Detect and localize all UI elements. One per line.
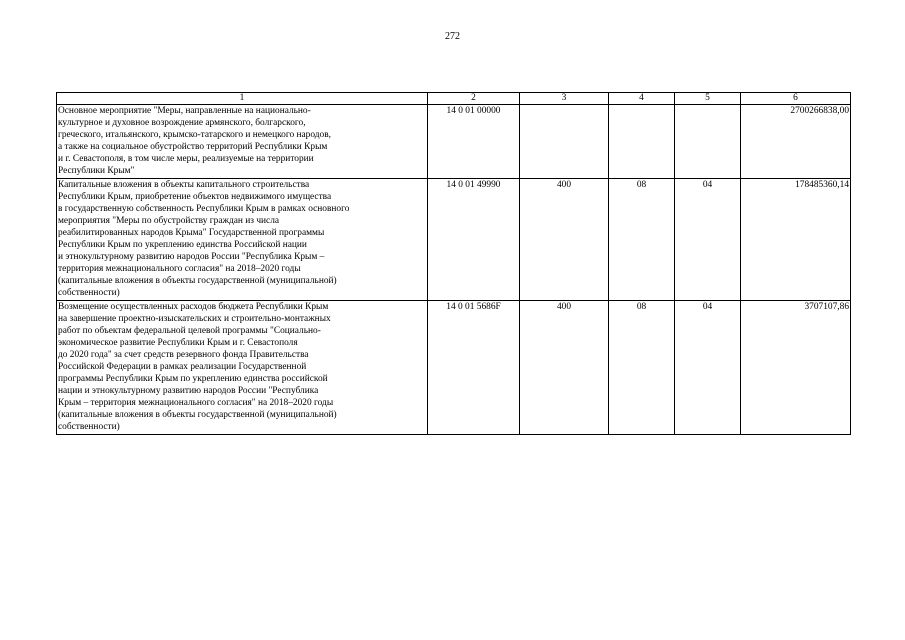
- table-header: [57, 93, 851, 105]
- header-col-1: 1: [57, 93, 428, 105]
- row-code: 14 0 01 49990: [428, 178, 520, 300]
- row-col-5: 04: [675, 300, 741, 434]
- row-name: Возмещение осуществленных расходов бюджета Республики Крым на завершение проектно-изыскательских и строительно-монтажных работ по объектам федеральной целевой программы "Социально- экономическое развитие Республики Крым и г. Севастополя до 2020 года" за счет средств резервного фонда Правительства Российской Федерации в рамках реализации Государственной программы Республики Крым по укреплению единства российской нации и этнокультурному развитию народов России "Республика Крым – территория межнационального согласия" на 2018–2020 годы (капитальные вложения в объекты государственной (муниципальной) собственности): [57, 300, 428, 434]
- row-col-3: 400: [520, 300, 609, 434]
- table-row: [57, 105, 851, 179]
- row-col-4: 08: [609, 178, 675, 300]
- row-amount: 3707107,86: [741, 300, 851, 434]
- header-col-3: 3: [520, 93, 609, 105]
- row-amount: 2700266838,00: [741, 105, 851, 179]
- page-number: 272: [445, 31, 460, 42]
- header-col-4: 4: [609, 93, 675, 105]
- row-name: Капитальные вложения в объекты капитального строительства Республики Крым, приобретение объектов недвижимого имущества в государственную собственность Республики Крым в рамках основного мероприятия "Меры по обустройству граждан из числа реабилитированных народов Крыма" Государственной программы Республики Крым по укреплению единства Российской нации и этнокультурному развитию народов России "Республика Крым – территория межнационального согласия" на 2018–2020 годы (капитальные вложения в объекты государственной (муниципальной) собственности): [57, 178, 428, 300]
- header-col-5: 5: [675, 93, 741, 105]
- row-code: 14 0 01 00000: [428, 105, 520, 179]
- row-col-4: 08: [609, 300, 675, 434]
- table-row: [57, 300, 851, 434]
- row-col-5: [675, 105, 741, 179]
- header-col-6: 6: [741, 93, 851, 105]
- header-col-2: 2: [428, 93, 520, 105]
- header-row: [57, 93, 851, 105]
- row-col-3: [520, 105, 609, 179]
- row-code: 14 0 01 5686F: [428, 300, 520, 434]
- budget-table: [56, 92, 851, 435]
- row-col-5: 04: [675, 178, 741, 300]
- row-name: Основное мероприятие "Меры, направленные на национально- культурное и духовное возрождение армянского, болгарского, греческого, итальянского, крымско-татарского и немецкого народов, а также на социальное обустройство территорий Республики Крым и г. Севастополя, в том числе меры, реализуемые на территории Республики Крым": [57, 105, 428, 179]
- row-col-3: 400: [520, 178, 609, 300]
- table-body: [57, 105, 851, 435]
- row-col-4: [609, 105, 675, 179]
- table-row: [57, 178, 851, 300]
- row-amount: 178485360,14: [741, 178, 851, 300]
